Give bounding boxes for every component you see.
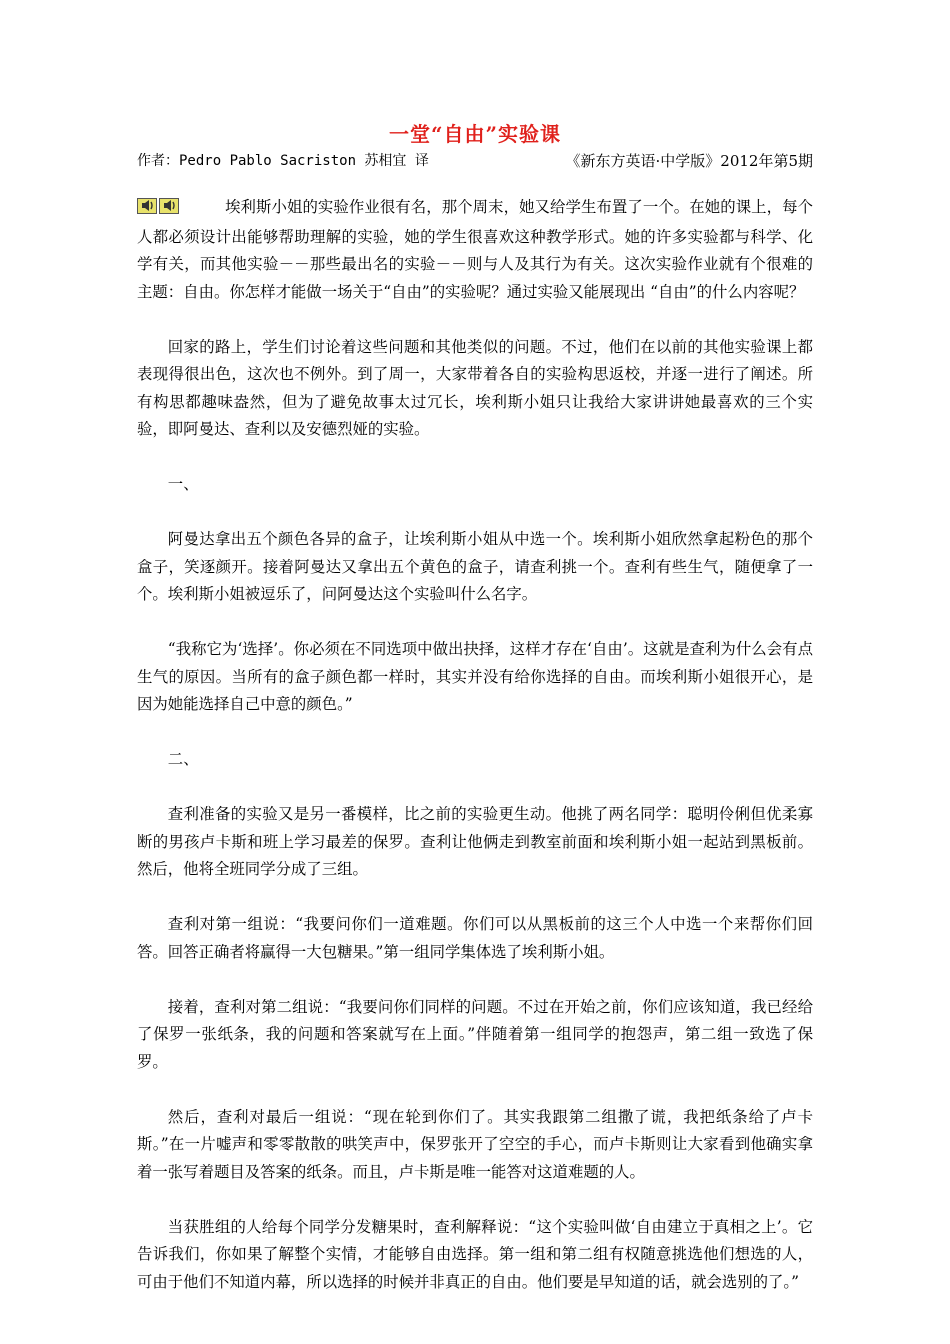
- speaker-icon[interactable]: [137, 198, 157, 214]
- section-marker-2: 二、: [167, 750, 199, 768]
- article-title: 一堂“自由”实验课: [388, 122, 561, 146]
- paragraph-8: 然后，查利对最后一组说：“现在轮到你们了。其实我跟第二组撒了谎，我把纸条给了卢卡斯。”在一片嘘声和零零散散的哄笑声中，保罗张开了空空的手心，而卢卡斯则让大家看到他确实拿着一张写着题目及答案的纸条。而且，卢卡斯是唯一能答对这道难题的人。: [137, 1107, 813, 1181]
- paragraph-1: [137, 194, 813, 306]
- paragraph-2: 回家的路上，学生们讨论着这些问题和其他类似的问题。不过，他们在以前的其他实验课上都表现得很出色，这次也不例外。到了周一，大家带着各自的实验构思返校，并逐一进行了阐述。所有构思都趣味盎然，但为了避免故事太过冗长，埃利斯小姐只让我给大家讲讲她最喜欢的三个实验，即阿曼达、查利以及安德烈娅的实验。: [137, 337, 813, 438]
- speaker-icon[interactable]: [159, 198, 179, 214]
- paragraph-6: 查利对第一组说：“我要问你们一道难题。你们可以从黑板前的这三个人中选一个来帮你们回答。回答正确者将赢得一大包糖果。”第一组同学集体选了埃利斯小姐。: [137, 915, 813, 961]
- article: [137, 118, 813, 1324]
- byline: [137, 150, 813, 172]
- paragraph-7: 接着，查利对第二组说：“我要问你们同样的问题。不过在开始之前，你们应该知道，我已经给了保罗一张纸条，我的问题和答案就写在上面。”伴随着第一组同学的抱怨声，第二组一致选了保罗。: [137, 997, 813, 1071]
- author-line: 作者：Pedro Pablo Sacriston 苏相宜 译: [137, 153, 429, 169]
- audio-icons[interactable]: [137, 196, 181, 224]
- paragraph-9: 当获胜组的人给每个同学分发糖果时，查利解释说：“这个实验叫做‘自由建立于真相之上’。它告诉我们，你如果了解整个实情，才能够自由选择。第一组和第二组有权随意挑选他们想选的人，可由于他们不知道内幕，所以选择的时候并非真正的自由。他们要是早知道的话，就会选别的了。”: [137, 1217, 813, 1291]
- source-line: 《新东方英语·中学版》2012年第5期: [565, 152, 813, 170]
- section-marker-1: 一、: [167, 475, 199, 493]
- paragraph-5: 查利准备的实验又是另一番模样，比之前的实验更生动。他挑了两名同学：聪明伶俐但优柔寡断的男孩卢卡斯和班上学习最差的保罗。查利让他俩走到教室前面和埃利斯小姐一起站到黑板前。然后，他将全班同学分成了三组。: [137, 805, 813, 878]
- paragraph-3: 阿曼达拿出五个颜色各异的盒子，让埃利斯小姐从中选一个。埃利斯小姐欣然拿起粉色的那个盒子，笑逐颜开。接着阿曼达又拿出五个黄色的盒子，请查利挑一个。查利有些生气，随便拿了一个。埃利斯小姐被逗乐了，问阿曼达这个实验叫什么名字。: [137, 530, 813, 603]
- paragraph-text: 埃利斯小姐的实验作业很有名，那个周末，她又给学生布置了一个。在她的课上，每个人都必须设计出能够帮助理解的实验，她的学生很喜欢这种教学形式。她的许多实验都与科学、化学有关，而其他实验－－那些最出名的实验－－则与人及其行为有关。这次实验作业就有个很难的主题：自由。你怎样才能做一场关于“自由”的实验呢？通过实验又能展现出 “自由”的什么内容呢？: [137, 198, 813, 301]
- paragraph-4: “我称它为‘选择’。你必须在不同选项中做出抉择，这样才存在‘自由’。这就是查利为什么会有点生气的原因。当所有的盒子颜色都一样时，其实并没有给你选择的自由。而埃利斯小姐很开心，是因为她能选择自己中意的颜色。”: [137, 640, 813, 713]
